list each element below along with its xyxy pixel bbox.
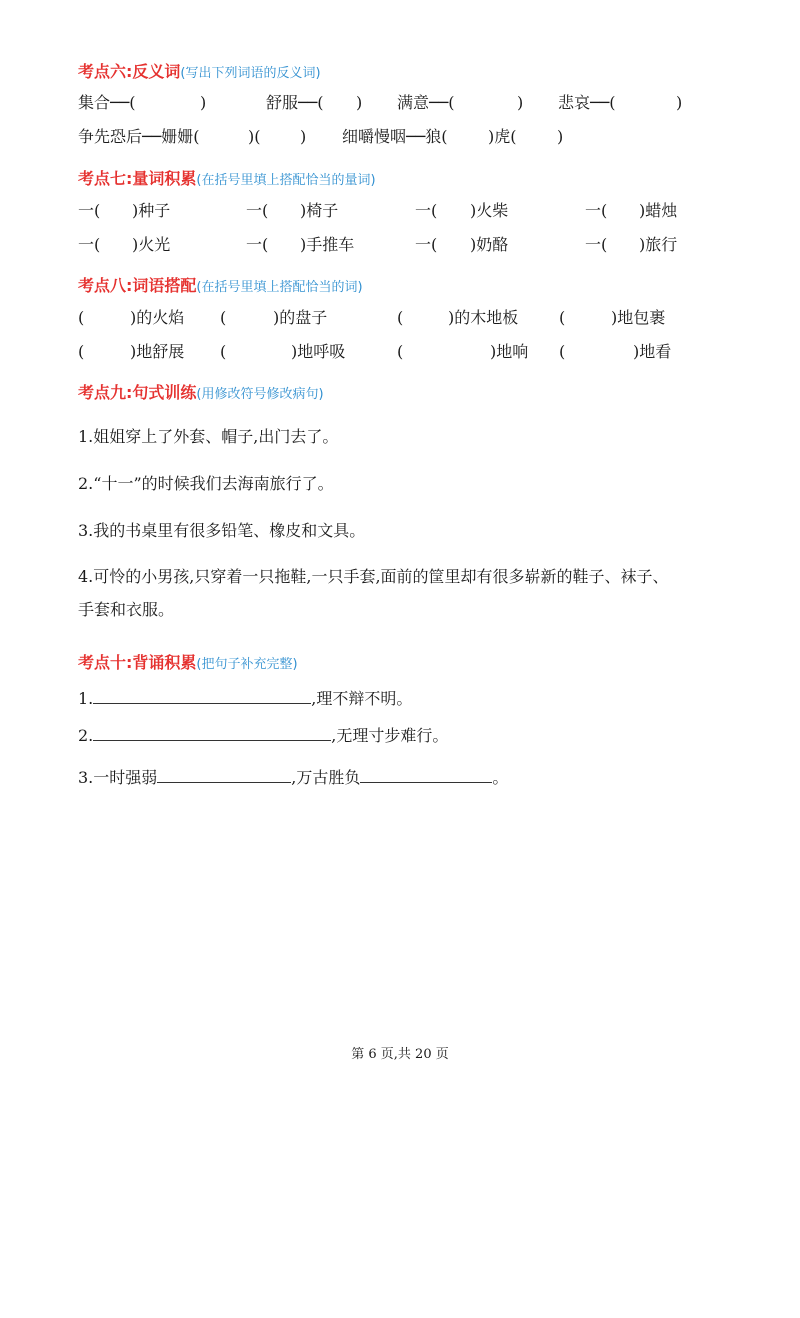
s6-item: 舒服──( bbox=[266, 93, 324, 112]
s7-item: 一( bbox=[246, 235, 269, 254]
s6-item: )( bbox=[248, 127, 261, 146]
recitation-2-number: 2. bbox=[78, 726, 94, 745]
recitation-2 bbox=[78, 723, 448, 748]
section-8-instruction: (在括号里填上搭配恰当的词) bbox=[196, 280, 363, 295]
s7-item: )手推车 bbox=[300, 235, 355, 254]
page-number: 第 6 页,共 20 页 bbox=[351, 1047, 449, 1062]
section-8-title: 考点八:词语搭配 bbox=[78, 276, 197, 295]
s6-item: 悲哀──( bbox=[558, 93, 616, 112]
section-7-instruction: (在括号里填上搭配恰当的量词) bbox=[196, 173, 376, 188]
s7-item: 一( bbox=[585, 201, 608, 220]
s6-item: 细嚼慢咽──狼( bbox=[342, 127, 448, 146]
recitation-1-number: 1. bbox=[78, 689, 94, 708]
section-9-heading bbox=[78, 382, 324, 404]
section-8-heading bbox=[78, 275, 363, 297]
recitation-2-text: ,无理寸步难行。 bbox=[331, 726, 449, 745]
s7-item: )旅行 bbox=[639, 235, 678, 254]
recitation-1 bbox=[78, 686, 412, 711]
s8-item: )地响 bbox=[490, 342, 529, 361]
s6-item: ) bbox=[356, 93, 363, 112]
sentence-4: 4.可怜的小男孩,只穿着一只拖鞋,一只手套,面前的筐里却有很多崭新的鞋子、袜子、 bbox=[78, 567, 669, 586]
s8-item: ( bbox=[397, 308, 404, 327]
s7-item: 一( bbox=[246, 201, 269, 220]
s6-item: 满意──( bbox=[397, 93, 455, 112]
section-6-instruction: (写出下列词语的反义词) bbox=[180, 66, 321, 81]
section-7-title: 考点七:量词积累 bbox=[78, 169, 197, 188]
s6-item: ) bbox=[200, 93, 207, 112]
answer-blank-3[interactable] bbox=[157, 765, 291, 783]
s7-item: )椅子 bbox=[300, 201, 339, 220]
s7-item: 一( bbox=[78, 235, 101, 254]
section-10-title: 考点十:背诵积累 bbox=[78, 653, 197, 672]
s8-item: )地包裹 bbox=[611, 308, 666, 327]
s8-item: )的火焰 bbox=[130, 308, 185, 327]
answer-blank-1[interactable] bbox=[93, 686, 311, 704]
s8-item: ( bbox=[220, 308, 227, 327]
s7-item: )蜡烛 bbox=[639, 201, 678, 220]
s8-item: )地呼吸 bbox=[291, 342, 346, 361]
sentence-2: 2.“十一”的时候我们去海南旅行了。 bbox=[78, 474, 334, 493]
answer-blank-2[interactable] bbox=[93, 723, 331, 741]
sentence-3: 3.我的书桌里有很多铅笔、橡皮和文具。 bbox=[78, 521, 366, 540]
s7-item: )火光 bbox=[132, 235, 171, 254]
s7-item: 一( bbox=[585, 235, 608, 254]
s6-item: 争先恐后──姗姗( bbox=[78, 127, 200, 146]
answer-blank-4[interactable] bbox=[360, 765, 492, 783]
s7-item: 一( bbox=[415, 235, 438, 254]
recitation-3 bbox=[78, 765, 508, 790]
s8-item: ( bbox=[78, 342, 85, 361]
sentence-1: 1.姐姐穿上了外套、帽子,出门去了。 bbox=[78, 427, 339, 446]
s6-item: ) bbox=[557, 127, 564, 146]
section-6-heading bbox=[78, 61, 321, 83]
section-7-heading bbox=[78, 168, 376, 190]
s6-item: ) bbox=[517, 93, 524, 112]
recitation-3-text-end: 。 bbox=[492, 768, 509, 787]
s7-item: 一( bbox=[78, 201, 101, 220]
s6-item: )虎( bbox=[488, 127, 517, 146]
section-10-instruction: (把句子补充完整) bbox=[196, 657, 298, 672]
s7-item: )火柴 bbox=[470, 201, 509, 220]
s8-item: )的木地板 bbox=[448, 308, 519, 327]
s8-item: ( bbox=[559, 342, 566, 361]
s7-item: )奶酪 bbox=[470, 235, 509, 254]
section-9-instruction: (用修改符号修改病句) bbox=[196, 387, 324, 402]
recitation-3-text-middle: ,万古胜负 bbox=[291, 768, 361, 787]
section-6-title: 考点六:反义词 bbox=[78, 62, 181, 81]
s8-item: ( bbox=[397, 342, 404, 361]
s8-item: )地舒展 bbox=[130, 342, 185, 361]
recitation-1-text: ,理不辩不明。 bbox=[311, 689, 413, 708]
s6-item: ) bbox=[300, 127, 307, 146]
sentence-4-continued: 手套和衣服。 bbox=[78, 600, 175, 619]
s6-item: 集合──( bbox=[78, 93, 136, 112]
s8-item: ( bbox=[220, 342, 227, 361]
s8-item: )地看 bbox=[633, 342, 672, 361]
s7-item: )种子 bbox=[132, 201, 171, 220]
section-9-title: 考点九:句式训练 bbox=[78, 383, 197, 402]
s7-item: 一( bbox=[415, 201, 438, 220]
s8-item: )的盘子 bbox=[273, 308, 328, 327]
s8-item: ( bbox=[78, 308, 85, 327]
s8-item: ( bbox=[559, 308, 566, 327]
recitation-3-text-start: 3.一时强弱 bbox=[78, 768, 158, 787]
s6-item: ) bbox=[676, 93, 683, 112]
section-10-heading bbox=[78, 652, 298, 674]
